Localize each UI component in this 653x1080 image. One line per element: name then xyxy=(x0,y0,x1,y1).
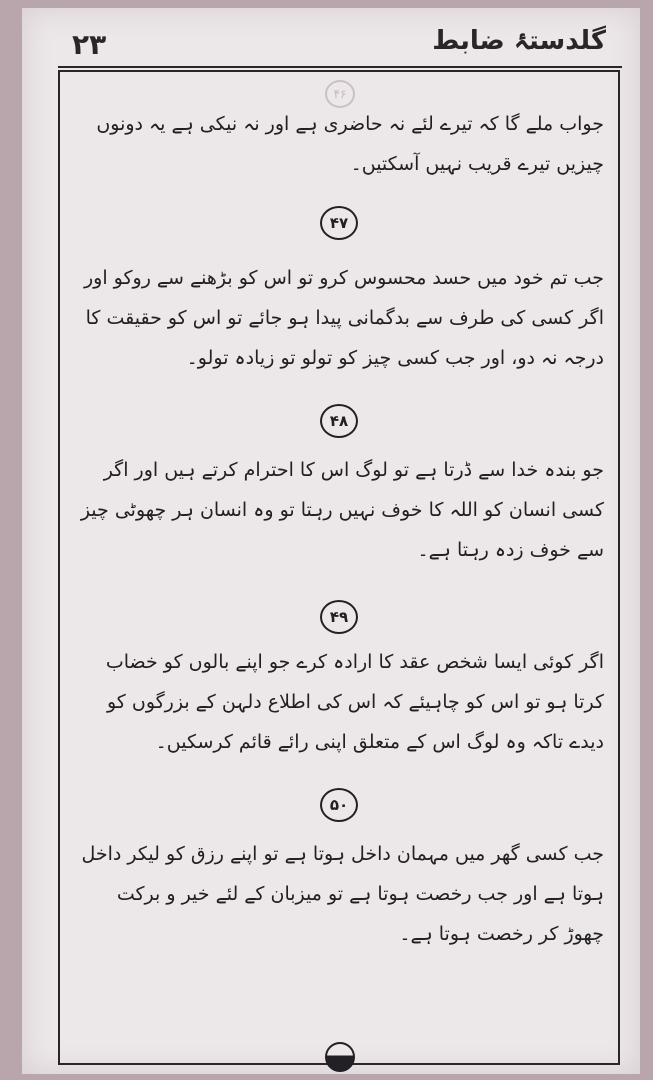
end-of-page-mark xyxy=(325,1042,355,1072)
paragraph-47: جب تم خود میں حسد محسوس کرو تو اس کو بڑھنے سے روکو اور اگر کسی کی طرف سے بدگمانی پیدا ہو جائے تو اس کو حقیقت کا درجہ نہ دو، اور جب کسی چیز کو تولو تو زیادہ تولو۔ xyxy=(83,267,604,369)
bleed-through-number: ۴۶ xyxy=(325,80,355,108)
item-number-47: ۴۷ xyxy=(320,206,358,240)
page-header xyxy=(58,22,622,68)
page-number: ۲۳ xyxy=(72,28,107,61)
content-frame xyxy=(58,70,620,1065)
paragraph-49: اگر کوئی ایسا شخص عقد کا ارادہ کرے جو اپنے بالوں کو خضاب کرتا ہو تو اس کو چاہیئے کہ اس کی اطلاع دلہن کے بزرگوں کو دیدے تاکہ وہ لوگ اس کے متعلق اپنی رائے قائم کرسکیں۔ xyxy=(105,651,604,753)
book-page xyxy=(22,8,640,1074)
paragraph-50: جب کسی گھر میں مہمان داخل ہوتا ہے تو اپنے رزق کو لیکر داخل ہوتا ہے اور جب رخصت ہوتا ہے تو میزبان کے لئے خیر و برکت چھوڑ کر رخصت ہوتا ہے۔ xyxy=(81,843,604,945)
item-number-49: ۴۹ xyxy=(320,600,358,634)
paragraph-continued: جواب ملے گا کہ تیرے لئے نہ حاضری ہے اور نہ نیکی ہے یہ دونوں چیزیں تیرے قریب نہیں آسکتیں۔ xyxy=(96,113,604,175)
running-title: گلدستۂ ضابط xyxy=(432,26,606,56)
item-number-48: ۴۸ xyxy=(320,404,358,438)
paragraph-48: جو بندہ خدا سے ڈرتا ہے تو لوگ اس کا احترام کرتے ہیں اور اگر کسی انسان کو اللہ کا خوف نہیں رہتا تو وہ انسان ہر چھوٹی چیز سے خوف زدہ رہتا ہے۔ xyxy=(80,459,604,561)
item-number-50: ۵۰ xyxy=(320,788,358,822)
